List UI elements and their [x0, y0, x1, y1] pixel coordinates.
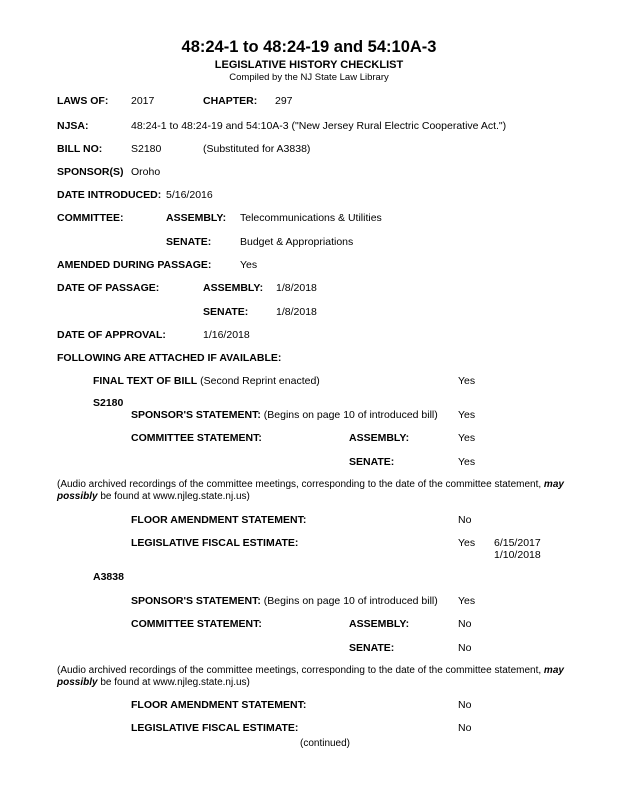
s2180-sponsor-stmt-note: (Begins on page 10 of introduced bill)	[263, 409, 438, 421]
s2180-audio-note-text: (Audio archived recordings of the committee meetings, corresponding to the date of the committee statement,	[57, 479, 544, 490]
compiled-by: Compiled by the NJ State Law Library	[229, 72, 389, 83]
committee-assembly-label: ASSEMBLY:	[166, 212, 227, 224]
s2180-floor-label: FLOOR AMENDMENT STATEMENT:	[131, 514, 307, 526]
committee-label: COMMITTEE:	[57, 212, 124, 224]
a3838-fiscal-label: LEGISLATIVE FISCAL ESTIMATE:	[131, 722, 299, 734]
a3838-audio-note-emphasis: may possibly	[57, 665, 564, 688]
s2180-assembly-label: ASSEMBLY:	[349, 432, 410, 444]
njsa-value: 48:24-1 to 48:24-19 and 54:10A-3 ("New Jersey Rural Electric Cooperative Act.")	[131, 120, 507, 132]
a3838-assembly-label: ASSEMBLY:	[349, 618, 410, 630]
a3838-audio-note-link-text: be found at www.njleg.state.nj.us)	[97, 677, 250, 688]
s2180-sponsor-stmt-label: SPONSOR'S STATEMENT:	[131, 409, 261, 421]
committee-assembly-value: Telecommunications & Utilities	[240, 212, 382, 224]
a3838-fiscal-value: No	[458, 722, 472, 734]
s2180-audio-note	[57, 479, 607, 503]
sponsor-label: SPONSOR(S)	[57, 166, 124, 178]
s2180-senate-label: SENATE:	[349, 456, 395, 468]
s2180-sponsor-stmt-row	[131, 409, 438, 421]
laws-of-label: LAWS OF:	[57, 95, 109, 107]
final-text-row	[93, 375, 320, 387]
s2180-fiscal-date-2: 1/10/2018	[494, 549, 541, 561]
s2180-senate-value: Yes	[458, 456, 476, 468]
amended-label: AMENDED DURING PASSAGE:	[57, 259, 212, 271]
sponsor-value: Oroho	[131, 166, 161, 178]
date-introduced-value: 5/16/2016	[166, 189, 213, 201]
a3838-senate-label: SENATE:	[349, 642, 395, 654]
passage-assembly-label: ASSEMBLY:	[203, 282, 264, 294]
committee-senate-label: SENATE:	[166, 236, 212, 248]
a3838-audio-note	[57, 665, 607, 689]
date-introduced-label: DATE INTRODUCED:	[57, 189, 162, 201]
a3838-bill-heading: A3838	[93, 571, 124, 583]
s2180-fiscal-date-1: 6/15/2017	[494, 537, 541, 549]
laws-of-value: 2017	[131, 95, 155, 107]
s2180-assembly-value: Yes	[458, 432, 476, 444]
s2180-audio-note-link-text: be found at www.njleg.state.nj.us)	[97, 491, 250, 502]
final-text-note: (Second Reprint enacted)	[200, 375, 320, 387]
s2180-sponsor-stmt-value: Yes	[458, 409, 476, 421]
s2180-fiscal-value: Yes	[458, 537, 476, 549]
committee-senate-value: Budget & Appropriations	[240, 236, 354, 248]
approval-value: 1/16/2018	[203, 329, 250, 341]
s2180-bill-heading: S2180	[93, 397, 124, 409]
s2180-committee-stmt-label: COMMITTEE STATEMENT:	[131, 432, 262, 444]
a3838-assembly-value: No	[458, 618, 472, 630]
bill-no-value: S2180	[131, 143, 162, 155]
a3838-floor-value: No	[458, 699, 472, 711]
bill-substituted: (Substituted for A3838)	[203, 143, 311, 155]
a3838-committee-stmt-label: COMMITTEE STATEMENT:	[131, 618, 262, 630]
passage-label: DATE OF PASSAGE:	[57, 282, 160, 294]
final-text-label: FINAL TEXT OF BILL	[93, 375, 198, 387]
passage-assembly-value: 1/8/2018	[276, 282, 317, 294]
a3838-sponsor-stmt-row	[131, 595, 438, 607]
page-subtitle: LEGISLATIVE HISTORY CHECKLIST	[214, 59, 404, 71]
passage-senate-value: 1/8/2018	[276, 306, 317, 318]
attached-heading: FOLLOWING ARE ATTACHED IF AVAILABLE:	[57, 352, 282, 364]
page-title: 48:24-1 to 48:24-19 and 54:10A-3	[181, 38, 437, 56]
njsa-label: NJSA:	[57, 120, 89, 132]
bill-no-label: BILL NO:	[57, 143, 103, 155]
s2180-audio-note-emphasis: may possibly	[57, 479, 564, 502]
chapter-label: CHAPTER:	[203, 95, 258, 107]
a3838-audio-note-text: (Audio archived recordings of the committee meetings, corresponding to the date of the committee statement,	[57, 665, 544, 676]
s2180-fiscal-label: LEGISLATIVE FISCAL ESTIMATE:	[131, 537, 299, 549]
a3838-floor-label: FLOOR AMENDMENT STATEMENT:	[131, 699, 307, 711]
a3838-sponsor-stmt-value: Yes	[458, 595, 476, 607]
a3838-sponsor-stmt-label: SPONSOR'S STATEMENT:	[131, 595, 261, 607]
amended-value: Yes	[240, 259, 258, 271]
continued-marker: (continued)	[299, 738, 351, 749]
chapter-value: 297	[275, 95, 293, 107]
approval-label: DATE OF APPROVAL:	[57, 329, 166, 341]
a3838-senate-value: No	[458, 642, 472, 654]
passage-senate-label: SENATE:	[203, 306, 249, 318]
s2180-floor-value: No	[458, 514, 472, 526]
final-text-value: Yes	[458, 375, 476, 387]
a3838-sponsor-stmt-note: (Begins on page 10 of introduced bill)	[263, 595, 438, 607]
